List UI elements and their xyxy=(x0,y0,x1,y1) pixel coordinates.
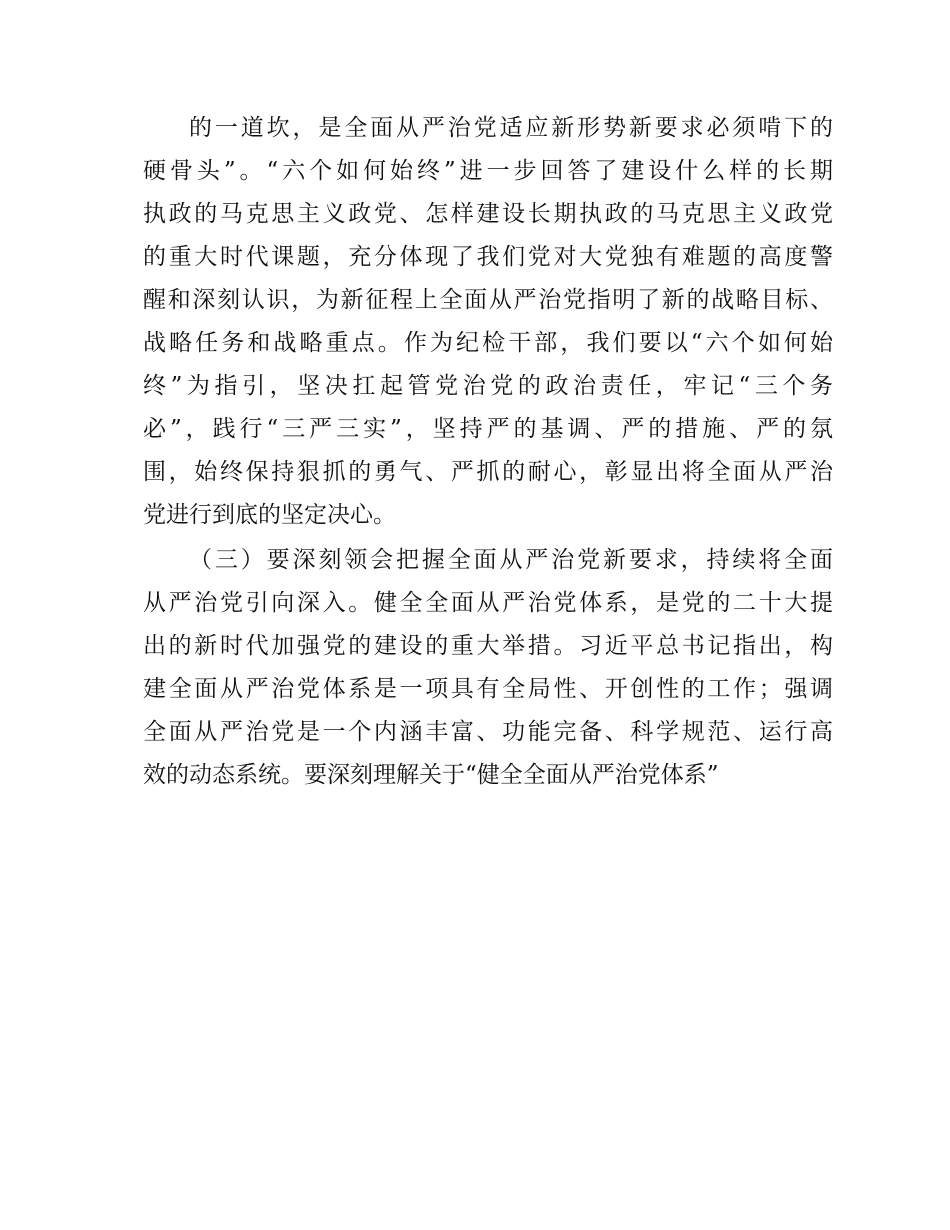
paragraph-line: 围，始终保持狠抓的勇气、严抓的耐心，彰显出将全面从严治 xyxy=(143,459,833,485)
paragraph-line: （三）要深刻领会把握全面从严治党新要求，持续将全面 xyxy=(189,547,833,573)
paragraph-line: 醒和深刻认识，为新征程上全面从严治党指明了新的战略目标、 xyxy=(143,287,833,313)
paragraph-1 xyxy=(143,107,833,537)
paragraph-line: 出的新时代加强党的建设的重大举措。习近平总书记指出，构 xyxy=(143,633,833,659)
paragraph-line: 全面从严治党是一个内涵丰富、功能完备、科学规范、运行高 xyxy=(143,719,833,745)
paragraph-line: 党进行到底的坚定决心。 xyxy=(143,502,396,528)
paragraph-line: 效的动态系统。要深刻理解关于“健全全面从严治党体系” xyxy=(143,762,719,788)
paragraph-line: 从严治党引向深入。健全全面从严治党体系，是党的二十大提 xyxy=(143,590,833,616)
paragraph-line: 必”，践行“三严三实”，坚持严的基调、严的措施、严的氛 xyxy=(143,416,833,442)
paragraph-line: 的重大时代课题，充分体现了我们党对大党独有难题的高度警 xyxy=(143,244,833,270)
paragraph-line: 的一道坎，是全面从严治党适应新形势新要求必须啃下的 xyxy=(189,115,833,141)
paragraph-line: 终”为指引，坚决扛起管党治党的政治责任，牢记“三个务 xyxy=(143,373,833,399)
paragraph-line: 执政的马克思主义政党、怎样建设长期执政的马克思主义政党 xyxy=(143,201,833,227)
paragraph-line: 建全面从严治党体系是一项具有全局性、开创性的工作；强调 xyxy=(143,676,833,702)
paragraph-line: 战略任务和战略重点。作为纪检干部，我们要以“六个如何始 xyxy=(143,330,833,356)
paragraph-2 xyxy=(143,539,833,797)
paragraph-line: 硬骨头”。“六个如何始终”进一步回答了建设什么样的长期 xyxy=(143,158,833,184)
